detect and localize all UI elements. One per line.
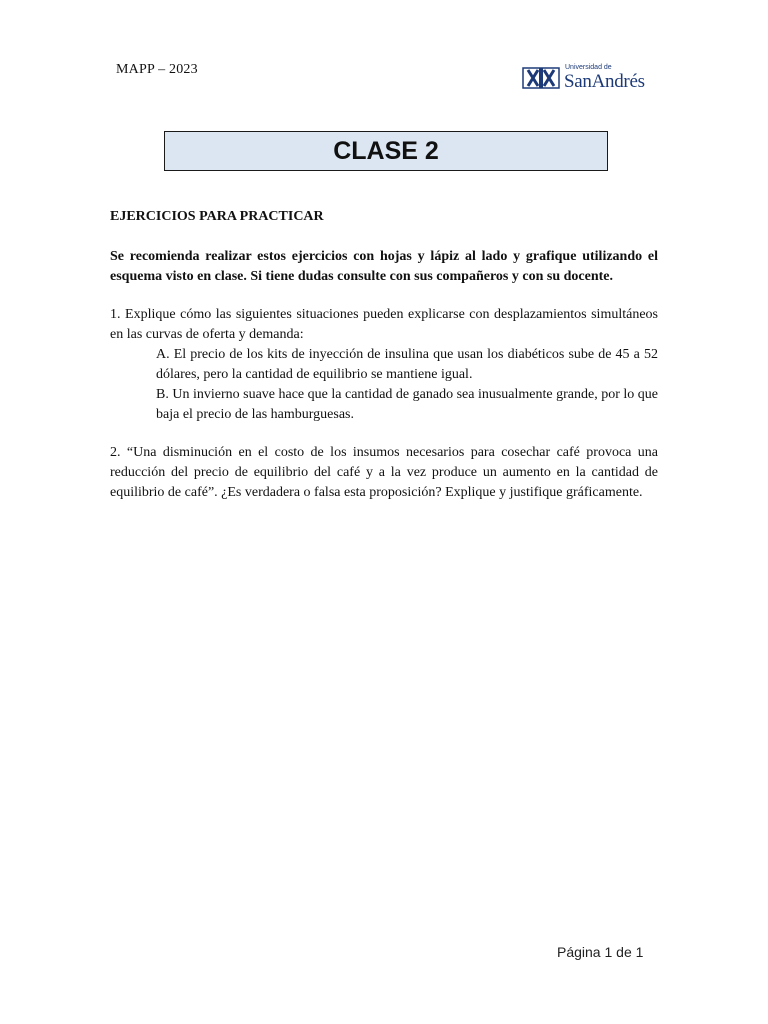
university-crest-icon bbox=[522, 66, 560, 90]
document-body bbox=[110, 207, 658, 503]
course-label: MAPP – 2023 bbox=[116, 62, 198, 77]
exercise-2-text: 2. “Una disminución en el costo de los insumos necesarios para cosechar café provoca una reducción del precio de equilibrio del café y a la vez produce un aumento en la cantidad de equilibrio de café”. ¿Es verdadera o falsa esta proposición? Explique y justifique gráficamente. bbox=[110, 445, 658, 500]
logo-top-text: Universidad de bbox=[565, 64, 612, 71]
university-logo bbox=[522, 64, 662, 94]
section-heading: EJERCICIOS PARA PRACTICAR bbox=[110, 209, 324, 224]
page-number: Página 1 de 1 bbox=[557, 944, 644, 960]
spacer bbox=[110, 425, 658, 443]
exercise-1-item-a: A. El precio de los kits de inyección de insulina que usan los diabéticos sube de 45 a 52 dólares, pero la cantidad de equilibrio se mantiene igual. bbox=[156, 347, 658, 382]
intro-paragraph: Se recomienda realizar estos ejercicios con hojas y lápiz al lado y grafique utilizando el esquema visto en clase. Si tiene dudas consulte con sus compañeros y con su docente. bbox=[110, 249, 658, 284]
exercise-1-item-b: B. Un invierno suave hace que la cantidad de ganado sea inusualmente grande, por lo que baja el precio de las hamburguesas. bbox=[156, 387, 658, 422]
exercise-1-text: 1. Explique cómo las siguientes situaciones pueden explicarse con desplazamientos simultáneos en las curvas de oferta y demanda: bbox=[110, 307, 658, 342]
title-box bbox=[164, 131, 608, 171]
logo-main-text: SanAndrés bbox=[564, 71, 645, 92]
page-title: CLASE 2 bbox=[333, 136, 439, 165]
